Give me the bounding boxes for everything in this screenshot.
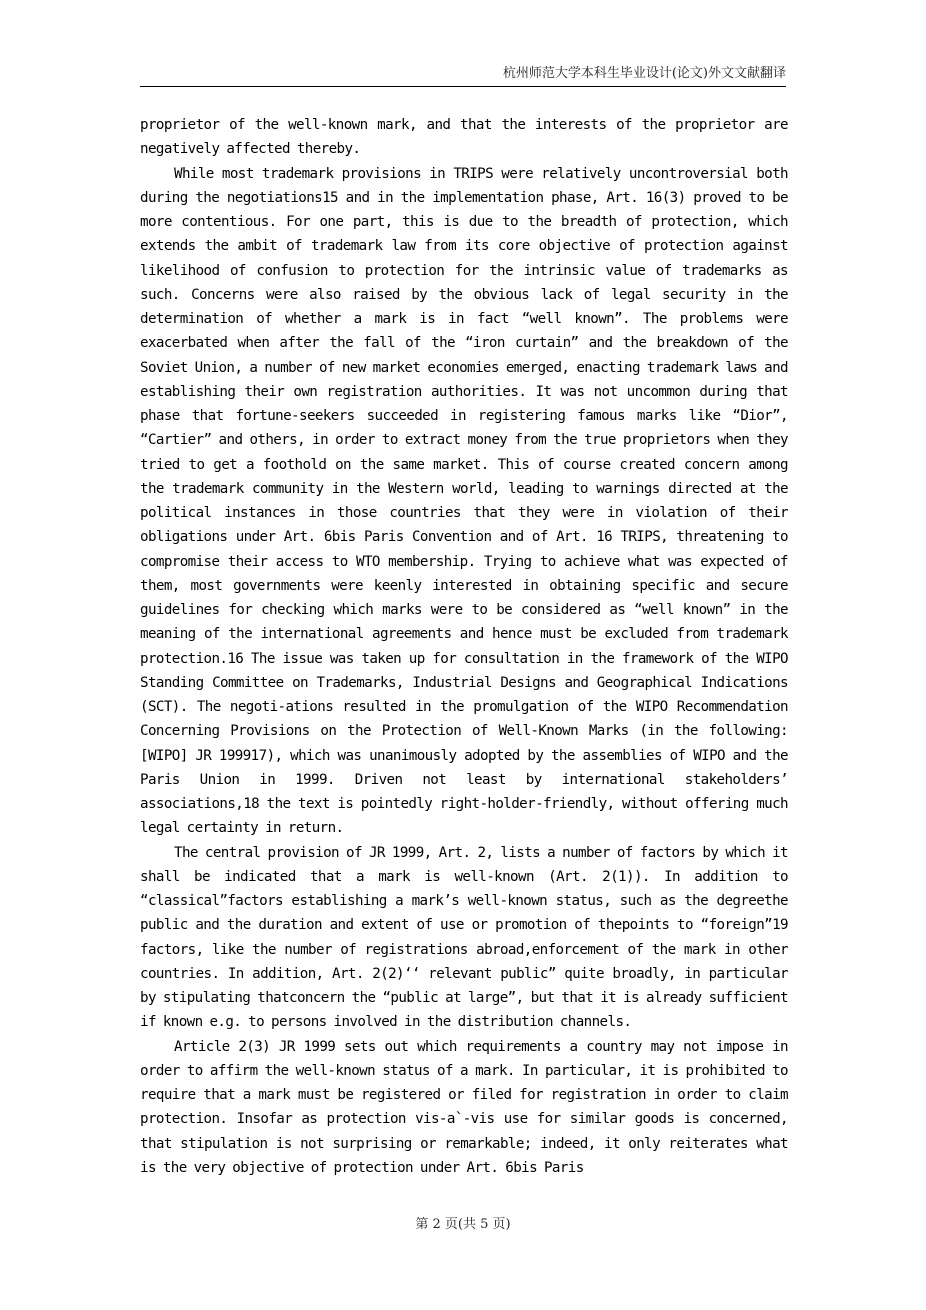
paragraph-continued: proprietor of the well-known mark, and that the interests of the proprietor are negatively affected thereby.	[140, 117, 788, 158]
document-body	[140, 113, 788, 1180]
page-number: 第 2 页(共 5 页)	[415, 1217, 511, 1232]
page-header	[140, 64, 786, 87]
page-footer	[0, 1216, 926, 1234]
paragraph-art2-3: Article 2(3) JR 1999 sets out which requirements a country may not impose in order to affirm the well-known status of a mark. In particular, it is prohibited to require that a mark must be registered or filed for registration in order to claim protection. Insofar as protection vis-a`-vis use for similar goods is concerned, that stipulation is not surprising or remarkable; indeed, it only reiterates what is the very objective of protection under Art. 6bis Paris	[140, 1038, 788, 1176]
paragraph-jr1999-art2: The central provision of JR 1999, Art. 2, lists a number of factors by which it shall be indicated that a mark is well-known (Art. 2(1)). In addition to “classical”factors establishing a mark’s well-known status, such as the degreethe public and the duration and extent of use or promotion of thepoints to “foreign”19 factors, like the number of registrations abroad,enforcement of the mark in other countries. In addition, Art. 2(2)‘‘ relevant public” quite broadly, in particular by stipulating thatconcern the “public at large”, but that it is already sufficient if known e.g. to persons involved in the distribution channels.	[140, 844, 788, 1031]
header-title: 杭州师范大学本科生毕业设计(论文)外文文献翻译	[502, 66, 786, 81]
paragraph-trips-history: While most trademark provisions in TRIPS were relatively uncontroversial both during the negotiations15 and in the implementation phase, Art. 16(3) proved to be more contentious. For one part, this is due to the breadth of protection, which extends the ambit of trademark law from its core objective of protection against likelihood of confusion to protection for the intrinsic value of trademarks as such. Concerns were also raised by the obvious lack of legal security in the determination of whether a mark is in fact “well known”. The problems were exacerbated when after the fall of the “iron curtain” and the breakdown of the Soviet Union, a number of new market economies emerged, enacting trademark laws and establishing their own registration authorities. It was not uncommon during that phase that fortune-seekers succeeded in registering famous marks like “Dior”, “Cartier” and others, in order to extract money from the true proprietors when they tried to get a foothold on the same market. This of course created concern among the trademark community in the Western world, leading to warnings directed at the political instances in those countries that they were in violation of their obligations under Art. 6bis Paris Convention and of Art. 16 TRIPS, threatening to compromise their access to WTO membership. Trying to achieve what was expected of them, most governments were keenly interested in obtaining specific and secure guidelines for checking which marks were to be considered as “well known” in the meaning of the international agreements and hence must be excluded from trademark protection.16 The issue was taken up for consultation in the framework of the WIPO Standing Committee on Trademarks, Industrial Designs and Geographical Indications (SCT). The negoti-ations resulted in the promulgation of the WIPO Recommendation Concerning Provisions on the Protection of Well-Known Marks (in the following: [WIPO] JR 199917), which was unanimously adopted by the assemblies of WIPO and the Paris Union in 1999. Driven not least by international stakeholders’ associations,18 the text is pointedly right-holder-friendly, without offering much legal certainty in return.	[140, 165, 788, 837]
